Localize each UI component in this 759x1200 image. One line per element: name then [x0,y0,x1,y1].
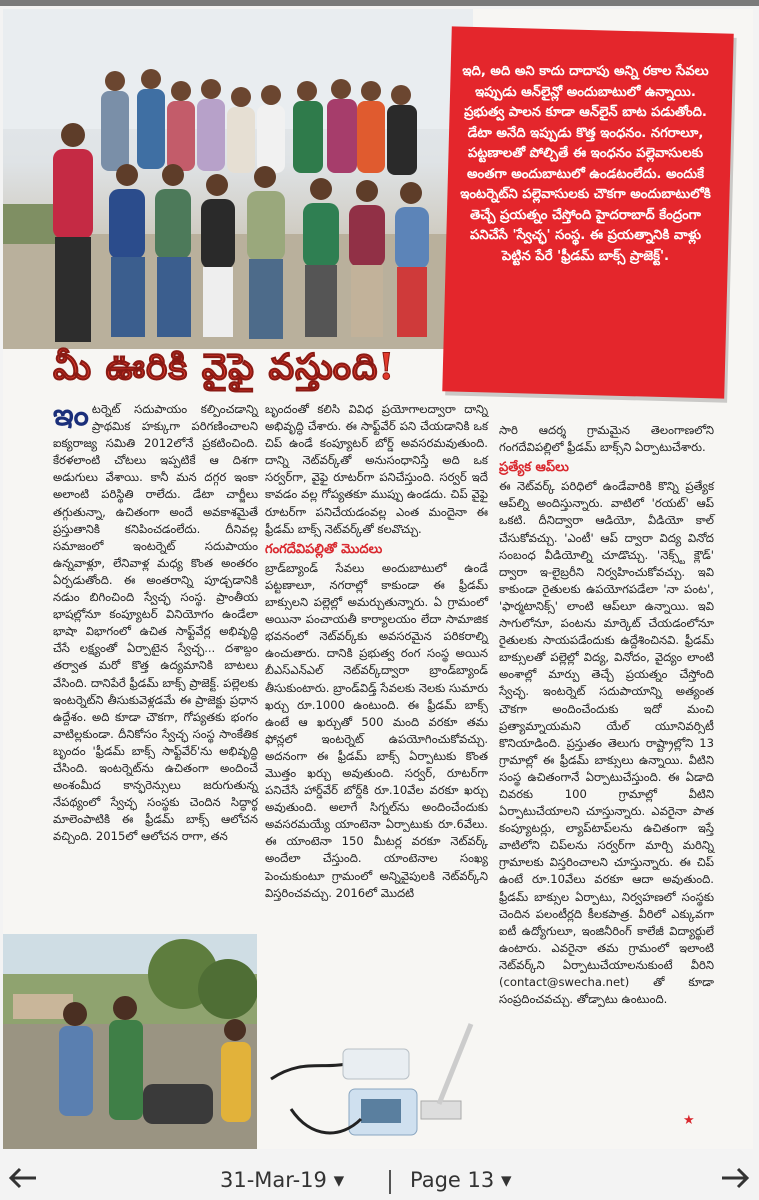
headline: మీ ఊరికి వైఫై వస్తుంది! [53,346,396,388]
article-column-3 [499,422,714,1008]
freedom-box-device-photo [261,1019,489,1149]
date-label: 31-Mar-19 [220,1168,327,1192]
article-column-1 [53,398,258,845]
column-2-paragraph-2: బ్రాడ్‌బ్యాండ్ సేవలు అందుబాటులో ఉండే పట్టణాలూ, నగరాల్లో కాకుండా ఈ ఫ్రీడమ్ బాక్సులని పల్లెల్లో అమర్చుతున్నారు. ఏ గ్రామంలో అయినా పంచాయతీ కార్యాలయం లేదా సామాజిక భవనంలో నెట్‌వర్క్‌కు అవసరమైన పరికరాల్ని ఉంచుతారు. దానికి ప్రభుత్వ రంగ సంస్థ అయిన బీఎస్‌ఎన్‌ఎల్ నెట్‌వర్క్‌ద్వారా బ్రాండ్‌బ్యాండ్ తీసుకుంటారు. బ్రాండ్‌విడ్త్ సేవలకు నెలకు సుమారు ఖర్చు రూ.1000 ఉంటుంది. ఈ ఫ్రీడమ్ బాక్స్ ఉంటే ఆ ఖర్చుతో 500 మంది వరకూ తమ ఫోన్లలో ఇంటర్నెట్ ఉపయోగించుకోవచ్చు. అదనంగా ఈ ఫ్రీడమ్ బాక్స్ ఏర్పాటుకు కొంత మొత్తం ఖర్చు అవుతుంది. సర్వర్, రూటర్‌గా పనిచేసే హార్డ్‌వేర్ బోర్డ్‌కి రూ.10వేల వరకూ ఖర్చు అవుతుంది. అలాగే సిగ్నల్‌ను అందించేందుకు అవసరమయ్యే యాంటెనా ఏర్పాటుకు రూ.6వేలు. ఈ యాంటెనా 150 మీటర్ల వరకూ నెట్‌వర్క్ అందేలా చేస్తుంది. యాంటెనాల సంఖ్య పెంచుకుంటూ గ్రామంలో అన్నివైపులకి నెట్‌వర్క్‌ని విస్తరించవచ్చు. 2016లో మొదటి [265,560,488,900]
date-selector[interactable] [220,1168,344,1192]
subheading-special-apps: ప్రత్యేక ఆప్‌లు [499,460,569,476]
right-arrow-icon[interactable] [720,1164,750,1197]
chevron-down-icon: ▾ [333,1168,345,1192]
article-column-2 [265,401,488,902]
chevron-down-icon: ▾ [500,1168,512,1192]
group-photo-illustration [3,9,473,349]
column-3-ending: తోడ్పాటు ఉంటుంది. [576,992,668,1007]
bottom-toolbar [0,1150,759,1200]
column-3-paragraph-2: ఈ నెట్‌వర్క్ పరిధిలో ఉండేవారికి కొన్ని ప్రత్యేక ఆప్‌ల్ని అందిస్తున్నారు. వాటిలో 'రయట్' ఆప్ ఒకటి. దీనిద్వారా ఆడియో, వీడియో కాల్ చేసుకోవచ్చు. 'ఎంటీ' ఆప్ ద్వారా విద్య వినోద సంబంధ వీడియోల్ని చూడొచ్చు. 'నెక్స్ట్ క్లౌడ్' ద్వారా ఇ-లైబ్రరీని నిర్వహించుకోవచ్చు. ఇవి కాకుండా రైతులకు ఉపయోగపడేలా 'నా పంట', 'ఫార్మటానిక్స్' లాంటి ఆప్‌లూ ఉన్నాయి. ఇవి సాగులోనూ, పంటను మార్కెట్ చేయడంలోనూ రైతులకు సాయపడేందుకు ఉద్దేశించినవి. ఫ్రీడమ్ బాక్సులతో పల్లెల్లో విద్య, వినోదం, వైద్యం లాంటి అంశాల్లో మార్పు తెచ్చే ప్రయత్నం చేస్తోంది స్వేచ్ఛ. ఇంటర్నెట్ సదుపాయాన్ని అత్యంత చౌకగా అందించేందుకు ఇదో మంచి ప్రత్యామ్నాయమని యేల్ యూనివర్సిటీ కొనియాడింది. ప్రస్తుతం తెలుగు రాష్ట్రాల్లోని 13 గ్రామాల్లో ఈ ఫ్రీడమ్ బాక్సులు ఉన్నాయి. వీటిని సంస్థ ఉచితంగానే ఏర్పాటుచేస్తుంది. ఈ ఏడాది చివరకు 100 గ్రామాల్లో వీటిని ఏర్పాటుచేయాలని చూస్తున్నారు. ఎవరైనా పాత కంప్యూటర్లు, ల్యాప్‌టాప్‌లను ఉచితంగా ఇస్తే వాటిలోని చిప్‌లను సర్వర్‌గా మార్చి మరిన్ని గ్రామాలకు విస్తరించాలని చూస్తున్నారు. ఈ చిప్ ఉంటే రూ.10వేలు వరకూ ఆదా అవుతుంది. ఫ్రీడమ్ బాక్సుల ఏర్పాటు, నిర్వహణలో సంస్థకు చెందిన పలంటీర్లది కీలకపాత్ర. వీరిలో ఎక్కువగా ఐటీ ఉద్యోగులూ, ఇంజినీరింగ్ కాలేజీ విద్యార్థులే ఉంటారు. ఎవరైనా తమ గ్రామంలో ఇలాంటి నెట్‌వర్క్‌ని ఏర్పాటుచేయాలనుకుంటే వీరిని (contact@swecha.net) తో కూడా సంప్రదించవచ్చు. [499,479,714,1007]
drop-cap: ఇం [53,398,89,433]
toolbar-divider [389,1170,391,1194]
column-3-paragraph-1: సారి ఆదర్శ గ్రామమైన తెలంగాణలోని గంగదేవిపల్లిలో ఫ్రీడమ్ బాక్స్‌ని ఏర్పాటుచేశారు. [499,423,714,455]
end-star-icon: ★ [683,1113,695,1128]
group-photo [3,9,473,349]
page-label: Page 13 [410,1168,495,1192]
subheading-gangadevipalli: గంగదేవిపల్లితో మొదలు [265,541,383,557]
page-selector[interactable] [410,1168,511,1192]
column-1-text: టర్నెట్ సదుపాయం కల్పించడాన్ని ప్రాథమిక హక్కుగా పరిగణించాలని ఐక్యరాజ్య సమితి 2012లోనే ప్రకటించింది. కేరళలాంటి చోటలు ఇప్పటికే ఆ దిశగా అడుగులు వేశాయి. కానీ మన దగ్గర ఇంకా అలాంటి పరిస్థితి రాలేదు. డేటా చార్జీలు తగ్గుతున్నా, ఉచితంగా అందే అవకాశమైతే ప్రస్తుతానికి కనిపించడంలేదు. దీనివల్ల సమాజంలో ఇంటర్నెట్ సదుపాయం ఉన్నవాళ్లూ, లేనివాళ్ల మధ్య కొంత అంతరం ఏర్పడుతోంది. ఈ అంతరాన్ని పూడ్చడానికి నడుం బిగించింది స్వేచ్ఛ సంస్థ. ప్రాంతీయ భాషల్లోనూ కంప్యూటర్ వినియోగం ఉండేలా భాషా విభాగంలో ఉచిత సాఫ్ట్‌వేర్ల అభివృద్ధి చేసే లక్ష్యంతో ఏర్పాటైన స్వేచ్ఛ... దశాబ్దం తర్వాత మరో కొత్త ఉద్యమానికి బాటలు వేసింది. దానిపేరే ఫ్రీడమ్ బాక్స్ ప్రాజెక్ట్. పల్లెలకు ఇంటర్నెట్‌ని తీసుకువెళ్లడమే ఈ ప్రాజెక్టు ప్రధాన ఉద్దేశం. అది కూడా చౌకగా, గోప్యతకు భంగం వాటిల్లకుండా. దీనికోసం స్వేచ్ఛ సంస్థ సాంకేతిక బృందం 'ఫ్రీడమ్ బాక్స్ సాఫ్ట్‌వేర్‌'ను అభివృద్ధి చేసింది. ఇంటర్నెట్‌ను ఉచితంగా అందించే అంశంమీద కాన్ఫరెన్సులు జరుగుతున్న నేపథ్యంలో స్వేచ్ఛ సంస్థకు చెందిన సిద్ధార్థ మాలెంపాటికి ఈ ఫ్రీడమ్ బాక్స్ ఆలోచన వచ్చింది. 2015లో ఆలోచన రాగా, తన [53,402,258,844]
left-arrow-icon[interactable] [8,1164,38,1197]
village-photo-illustration [3,934,257,1149]
device-illustration [261,1019,489,1149]
village-photo [3,934,257,1149]
callout-text: ఇది, అది అని కాదు దాదాపు అన్ని రకాల సేవలు ఇప్పుడు ఆన్‌లైన్లో అందుబాటులో ఉన్నాయి. ప్రభుత్వ పాలన కూడా ఆన్‌లైన్ బాట పడుతోంది. డేటా అనేది ఇప్పుడు కొత్త ఇంధనం. నగరాలూ, పట్టణాలతో పోల్చితే ఈ ఇంధనం పల్లెవాసులకు అంతగా అందుబాటులో ఉండటంలేదు. అందుకే ఇంటర్నెట్‌ని పల్లెవాసులకు చౌకగా అందుబాటులోకి తెచ్చే ప్రయత్నం చేస్తోంది హైదరాబాద్ కేంద్రంగా పనిచేసే 'స్వేచ్ఛ' సంస్థ. ఈ ప్రయత్నానికి వాళ్లు పెట్టిన పేరే 'ఫ్రీడమ్ బాక్స్ ప్రాజెక్ట్'. [460,64,711,264]
top-strip [0,0,759,6]
column-2-paragraph-1: బృందంతో కలిసి వివిధ ప్రయోగాలద్వారా దాన్ని అభివృద్ధి చేశారు. ఈ సాఫ్ట్‌వేర్ పని చేయడానికి ఒక చిప్ ఉండే కంప్యూటర్ బోర్డ్ అవసరమవుతుంది. దాన్ని నెట్‌వర్క్‌తో అనుసంధానిస్తే అది ఒక సర్వర్‌గా, వైఫై రూటర్‌గా పనిచేస్తుంది. సర్వర్ ఇదే కావడం వల్ల గోప్యతకూ ముప్పు ఉండదు. చిప్ వైఫై రూటర్‌గా పనిచేయడంవల్ల ఎంత మందైనా ఈ ఫ్రీడమ్ బాక్స్ నెట్‌వర్క్‌తో కలవొచ్చు. [265,402,488,536]
